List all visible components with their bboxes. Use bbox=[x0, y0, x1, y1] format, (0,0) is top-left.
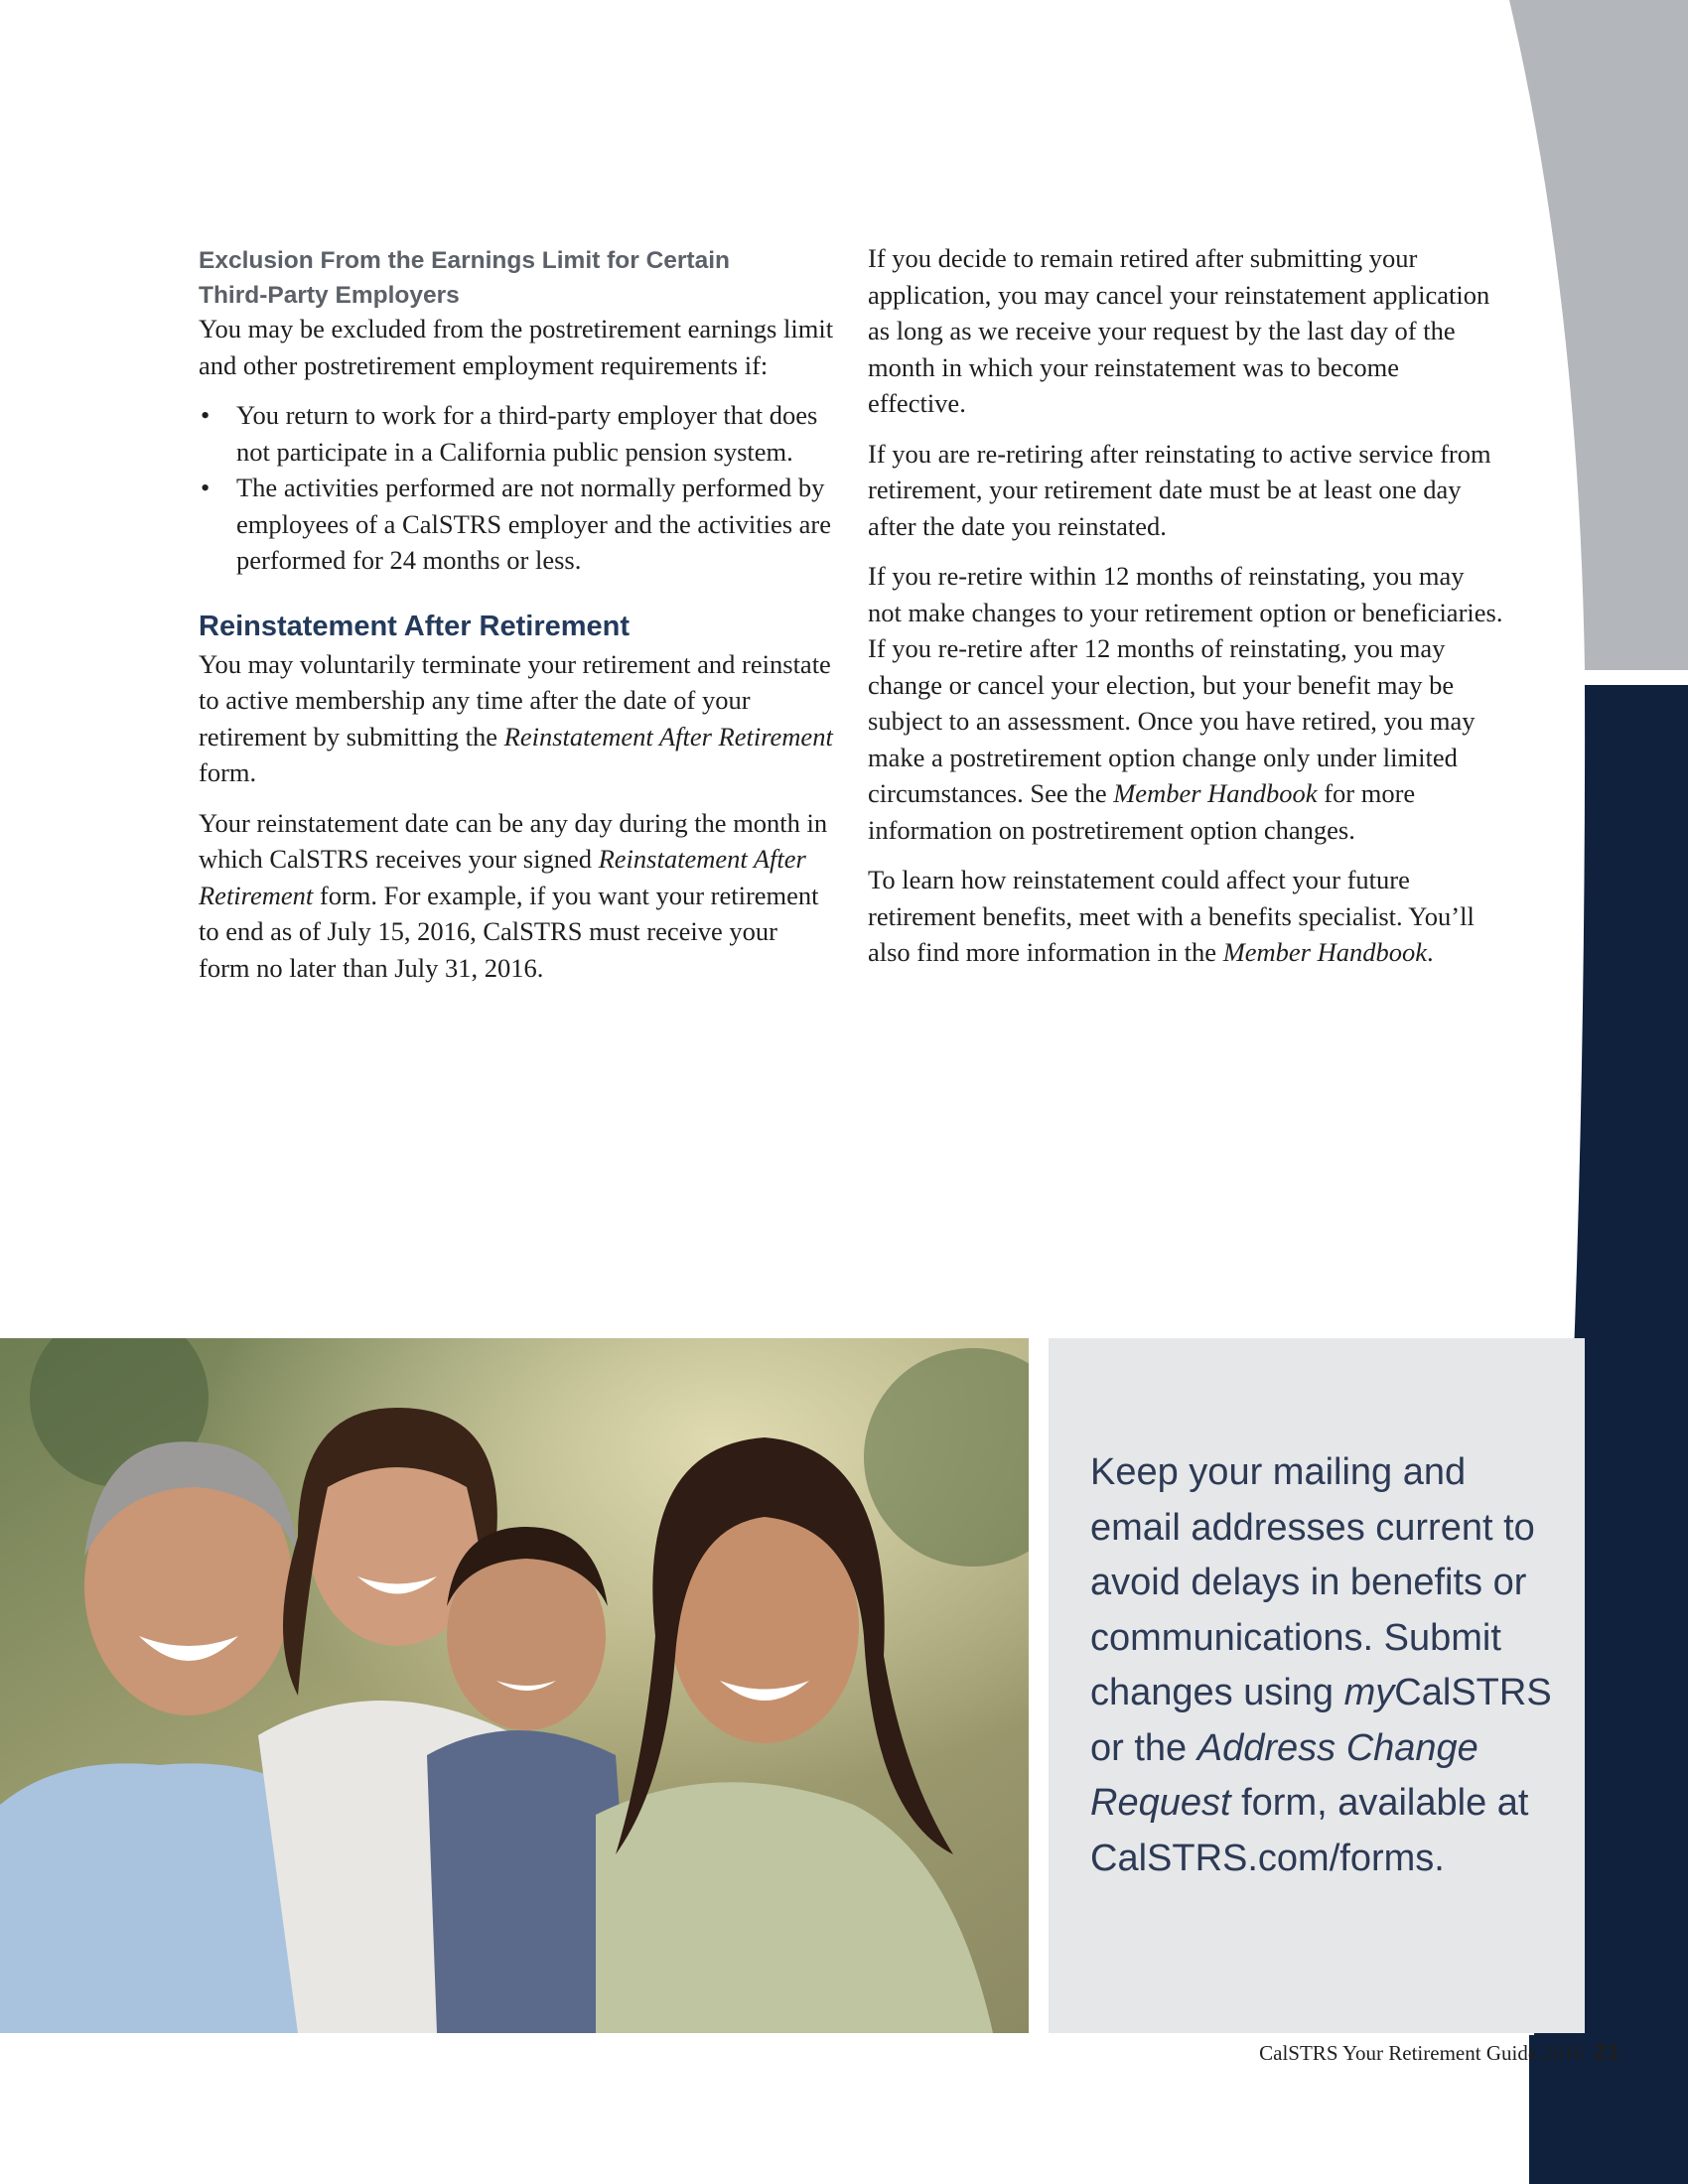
callout-text-b: form, available at CalSTRS.com/forms. bbox=[1090, 1782, 1529, 1879]
family-photo bbox=[0, 1338, 1029, 2033]
re-retiring-paragraph: If you are re-retiring after reinstating to active service from retirement, your retirement date must be at least one day after the date you reinstated. bbox=[868, 438, 1491, 541]
reinstatement-form-name: Reinstatement After Retirement bbox=[199, 844, 806, 910]
callout-text bbox=[1090, 1445, 1557, 1886]
list-item: • The activities performed are not normally performed by employees of a CalSTRS employer and the activities are performed for 24 months or less. bbox=[199, 470, 834, 579]
member-handbook-title: Member Handbook bbox=[1113, 778, 1318, 808]
re-retire-within-12-months-paragraph bbox=[868, 558, 1503, 848]
p4-text-a: To learn how reinstatement could affect your future retirement benefits, meet with a benefits specialist. You’ll also find more information in the bbox=[868, 865, 1475, 967]
right-column bbox=[868, 240, 1503, 985]
address-reminder-callout bbox=[1049, 1338, 1585, 2033]
reinstatement-p1-text-a: You may voluntarily terminate your retirement and reinstate to active membership any time after the date of your retirement by submitting the bbox=[199, 648, 831, 751]
member-handbook-title: Member Handbook bbox=[1222, 937, 1428, 967]
reinstatement-paragraph-1 bbox=[199, 646, 834, 791]
page-footer bbox=[1259, 2037, 1619, 2068]
reinstatement-p1-text-b: form. bbox=[199, 757, 257, 787]
learn-more-paragraph bbox=[868, 862, 1503, 971]
exclusion-heading-line-1: Exclusion From the Earnings Limit for Certain bbox=[199, 247, 730, 274]
left-column bbox=[199, 240, 834, 1000]
family-photo-icon bbox=[0, 1338, 1029, 2033]
p4-text-b: . bbox=[1427, 937, 1434, 967]
exclusion-intro: You may be excluded from the postretirement earnings limit and other postretirement employment requirements if: bbox=[199, 314, 834, 380]
address-change-request-form-name: Address Change Request bbox=[1090, 1726, 1478, 1824]
reinstatement-p2-text-a: Your reinstatement date can be any day during the month in which CalSTRS receives your signed bbox=[199, 807, 828, 874]
callout-my: my bbox=[1343, 1672, 1395, 1713]
exclusion-heading-line-2: Third-Party Employers bbox=[199, 282, 460, 309]
p3-text-a: If you re-retire within 12 months of reinstating, you may not make changes to your retirement option or beneficiaries. If you re-retire after 12 months of reinstating, you may change or cancel your election, but your benefit may be subject to an assessment. Once you have retired, you may make a postretirement option change only under limited circumstances. See the bbox=[868, 561, 1503, 808]
reinstatement-paragraph-2 bbox=[199, 805, 834, 987]
exclusion-bullet-list bbox=[199, 397, 834, 579]
cancel-reinstatement-paragraph: If you decide to remain retired after submitting your application, you may cancel your reinstatement application as long as we receive your request by the last day of the month in which your reinstatement was to become effective. bbox=[868, 243, 1490, 418]
p3-text-b: for more information on postretirement option changes. bbox=[868, 778, 1416, 845]
guide-title: CalSTRS Your Retirement Guide 2016 bbox=[1259, 2041, 1585, 2065]
reinstatement-heading: Reinstatement After Retirement bbox=[199, 610, 631, 642]
gray-edge-band bbox=[1509, 0, 1688, 670]
page-number: 21 bbox=[1594, 2039, 1619, 2065]
callout-text-a: Keep your mailing and email addresses current to avoid delays in benefits or communications. Submit changes using bbox=[1090, 1451, 1535, 1713]
callout-calstrs: CalSTRS or the bbox=[1090, 1672, 1552, 1769]
reinstatement-p2-text-b: form. For example, if you want your retirement to end as of July 15, 2016, CalSTRS must receive your form no later than July 31, 2016. bbox=[199, 880, 819, 983]
list-item: • You return to work for a third-party employer that does not participate in a California public pension system. bbox=[199, 397, 834, 470]
reinstatement-form-name: Reinstatement After Retirement bbox=[503, 721, 833, 751]
